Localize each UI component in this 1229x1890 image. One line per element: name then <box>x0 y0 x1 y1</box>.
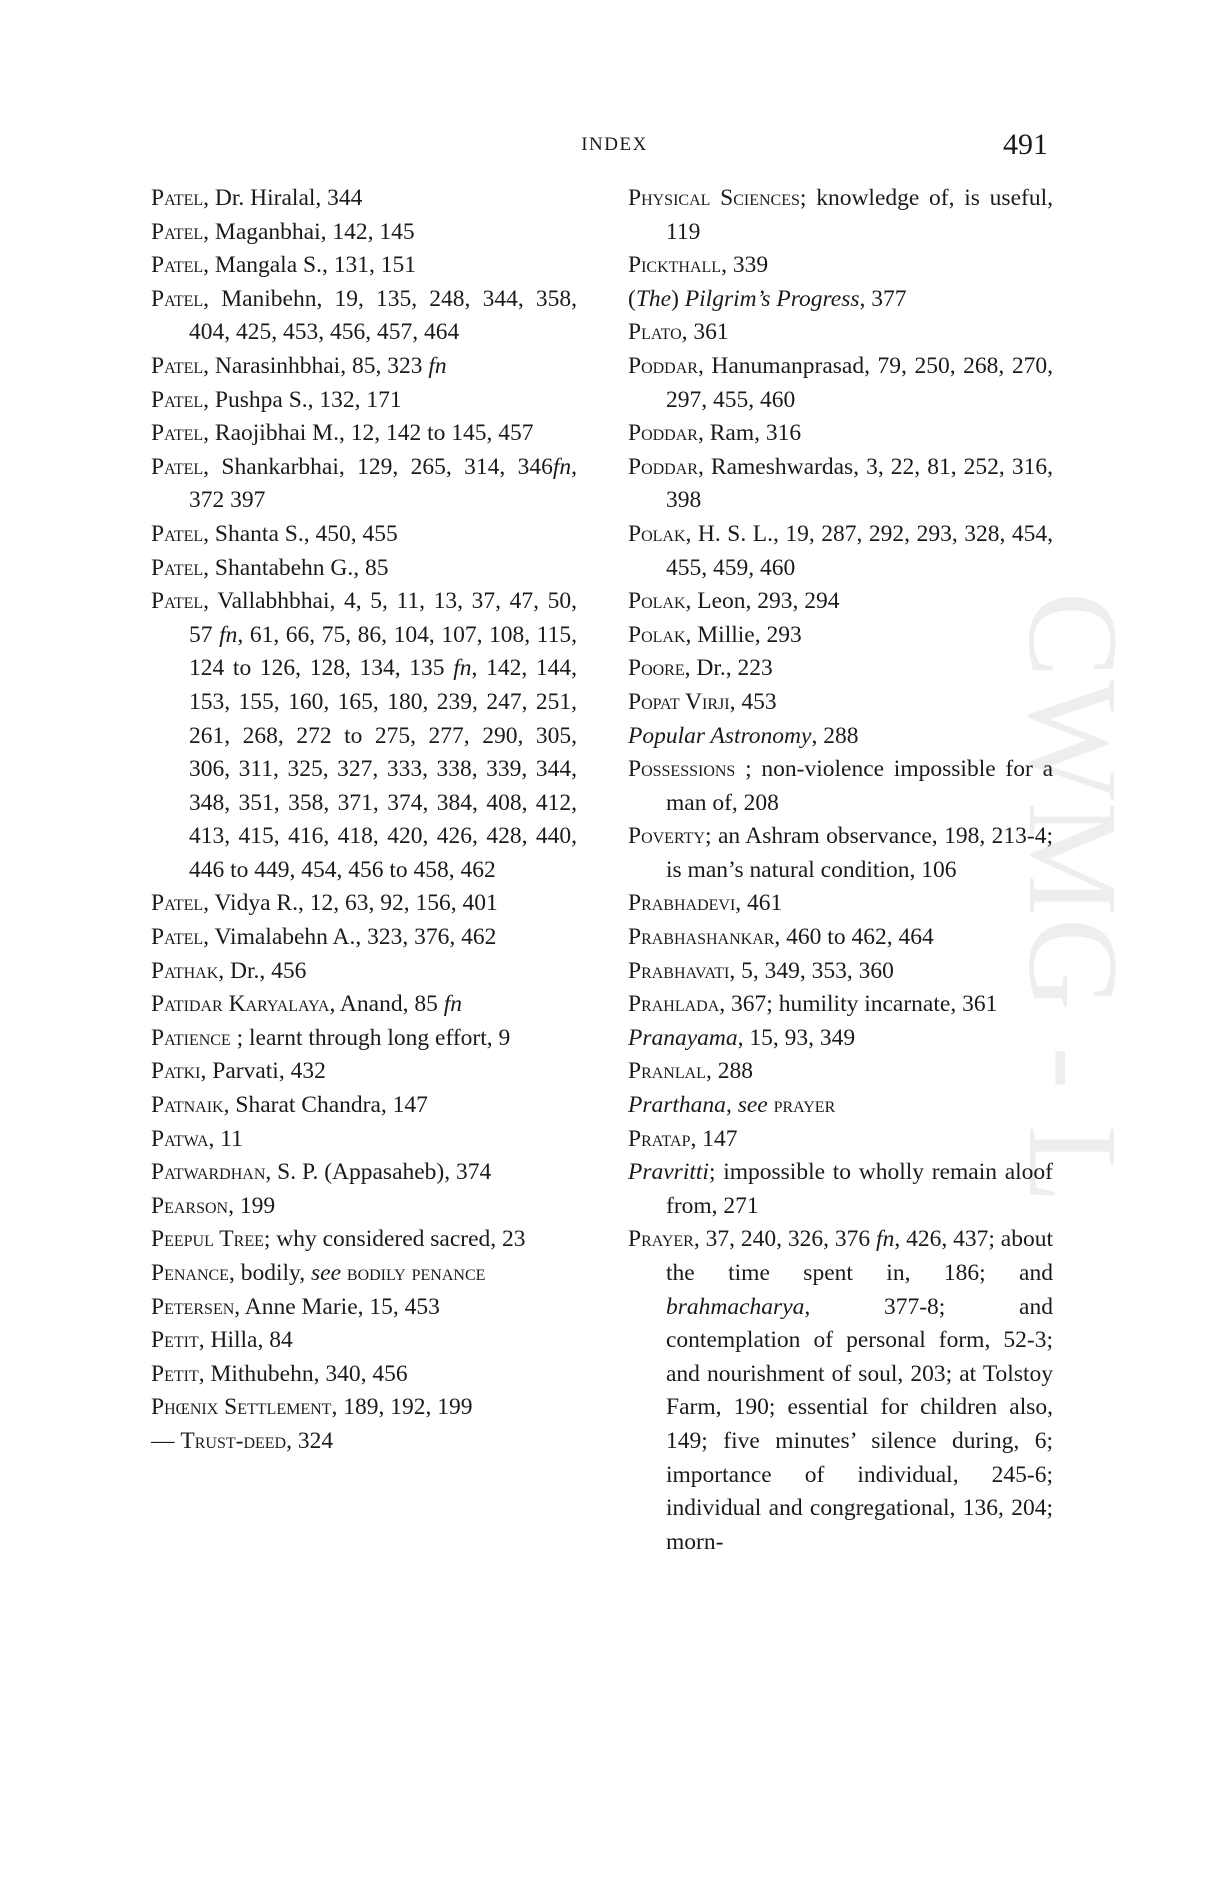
entry-heading: Polak <box>628 588 686 615</box>
entry-text: , 5, 349, 353, 360 <box>729 957 894 984</box>
entry-text: , 288 <box>811 722 859 749</box>
index-entry <box>628 619 1053 653</box>
entry-text: , 460 to 462, 464 <box>774 924 934 951</box>
entry-heading: Plato <box>628 319 682 346</box>
index-entry <box>151 384 577 418</box>
index-entry <box>628 1022 1053 1056</box>
entry-heading: Patel <box>151 420 204 447</box>
index-entry <box>151 955 577 989</box>
entry-heading: Patel <box>151 218 204 245</box>
index-entry <box>628 1089 1053 1123</box>
entry-heading: Patel <box>151 554 204 581</box>
entry-heading: Poddar <box>628 453 698 480</box>
index-entry <box>628 518 1053 585</box>
index-entry <box>151 182 577 216</box>
index-entry <box>151 1055 577 1089</box>
index-entry <box>151 350 577 384</box>
index-entry <box>628 451 1053 518</box>
index-entry <box>628 720 1053 754</box>
entry-text: , 61, 66, 75, 86, 104, 107, 108, 115, 124 to 126, 128, 134, 135 <box>189 621 577 682</box>
entry-heading: Poverty <box>628 823 705 850</box>
index-entry <box>628 350 1053 417</box>
entry-heading: Petersen <box>151 1293 235 1320</box>
entry-heading: Prabhadevi <box>628 890 736 917</box>
entry-heading: Trust-deed <box>180 1427 287 1454</box>
entry-text: , Sharat Chandra, 147 <box>223 1092 428 1119</box>
entry-heading: Prahlada <box>628 991 720 1018</box>
index-entry <box>628 686 1053 720</box>
index-entry <box>628 921 1053 955</box>
entry-text: , 377 <box>859 285 907 312</box>
entry-text: , Mangala S., 131, 151 <box>203 252 416 279</box>
entry-heading: Poddar <box>628 352 698 379</box>
index-entry <box>151 1022 577 1056</box>
entry-heading: Physical Sciences <box>628 185 800 211</box>
index-entry <box>151 283 577 350</box>
index-entry <box>151 887 577 921</box>
entry-text: , 461 <box>735 890 783 917</box>
entry-heading: Patel <box>151 520 204 547</box>
running-title: INDEX <box>581 134 648 155</box>
entry-heading: Possessions <box>628 756 736 783</box>
entry-text: , Anne Marie, 15, 453 <box>234 1293 440 1320</box>
italic-text: fn <box>552 453 572 480</box>
entry-text: , Anand, 85 <box>329 991 444 1018</box>
entry-heading: Patel <box>151 386 204 413</box>
index-entry <box>628 316 1053 350</box>
entry-heading: Patki <box>151 1058 201 1085</box>
entry-text: , Narasinhbhai, 85, 323 <box>203 352 429 379</box>
entry-text: , Shanta S., 450, 455 <box>203 520 398 547</box>
index-entry <box>628 887 1053 921</box>
index-entry <box>151 921 577 955</box>
entry-text: , Vidya R., 12, 63, 92, 156, 401 <box>203 890 498 917</box>
entry-text: , 189, 192, 199 <box>331 1394 473 1421</box>
italic-text: see <box>737 1092 768 1119</box>
entry-text: , 324 <box>286 1427 334 1454</box>
entry-heading: Polak <box>628 621 686 648</box>
entry-heading: Peepul Tree <box>151 1226 264 1253</box>
index-entry <box>628 283 1053 317</box>
index-entry <box>628 1223 1053 1559</box>
entry-heading: Patwardhan <box>151 1159 266 1186</box>
entry-heading: Patel <box>151 285 204 312</box>
italic-text: fn <box>453 655 472 682</box>
entry-text: , 199 <box>228 1192 276 1219</box>
entry-heading: Phœnix Settlement <box>151 1394 332 1421</box>
index-entry <box>151 1123 577 1157</box>
italic-text: fn <box>428 352 447 379</box>
entry-text: , 377-8; and contemplation of personal form, 52-3; and nourishment of soul, 203; at Tolstoy Farm, 190; essential for children also, 149; five minutes’ silence during, 6; importance of individual, 245-6; individual and congregational, 136, 204; morn- <box>666 1293 1053 1555</box>
entry-text: , Ram, 316 <box>697 420 802 447</box>
entry-heading: Pranlal <box>628 1058 706 1085</box>
italic-text: The <box>635 285 672 312</box>
entry-text: , 453 <box>729 688 777 715</box>
entry-heading: Patel <box>151 352 204 379</box>
entry-text: ; learnt through long effort, 9 <box>230 1024 511 1051</box>
entry-text: , Hanumanprasad, 79, 250, 268, 270, 297, 455, 460 <box>666 352 1053 413</box>
index-entry <box>151 451 577 518</box>
index-entry <box>628 652 1053 686</box>
italic-text: Pravritti <box>628 1159 709 1186</box>
entry-text: ; impossible to wholly remain aloof from, 271 <box>666 1159 1053 1219</box>
index-entry <box>628 955 1053 989</box>
italic-text: fn <box>219 621 238 648</box>
entry-text: , Dr., 223 <box>684 655 773 682</box>
entry-heading: Patnaik <box>151 1092 224 1119</box>
index-entry <box>151 1324 577 1358</box>
entry-text: , Millie, 293 <box>685 621 802 648</box>
entry-text: , Rameshwardas, 3, 22, 81, 252, 316, 398 <box>666 453 1053 514</box>
index-entry <box>628 753 1053 820</box>
index-entry <box>151 1156 577 1190</box>
entry-text: , Raojibhai M., 12, 142 to 145, 457 <box>203 420 534 447</box>
index-entry <box>151 552 577 586</box>
entry-heading: Penance <box>151 1260 229 1286</box>
index-entry <box>151 1257 577 1291</box>
page-number: 491 <box>1003 128 1048 161</box>
italic-text: Prarthana <box>628 1092 726 1119</box>
entry-text: , Parvati, 432 <box>200 1058 326 1085</box>
index-entry <box>151 417 577 451</box>
index-column-right <box>628 182 1053 1559</box>
entry-text: , Leon, 293, 294 <box>685 588 840 615</box>
entry-text: , 361 <box>681 319 729 346</box>
entry-text: , 372 397 <box>189 453 577 514</box>
entry-heading: Patel <box>151 588 204 615</box>
entry-text: , S. P. (Appasaheb), 374 <box>265 1159 492 1186</box>
entry-text: , <box>725 1092 738 1119</box>
entry-text: ( <box>628 285 636 312</box>
entry-text: , 339 <box>721 252 769 279</box>
entry-text: , H. S. L., 19, 287, 292, 293, 328, 454, 455, 459, 460 <box>666 520 1053 581</box>
index-entry <box>151 1291 577 1325</box>
entry-text: , 288 <box>705 1058 753 1085</box>
index-entry <box>151 518 577 552</box>
entry-text: , Manibehn, 19, 135, 248, 344, 358, 404, 425, 453, 456, 457, 464 <box>189 285 577 346</box>
entry-text: , Shantabehn G., 85 <box>203 554 389 581</box>
entry-heading: Polak <box>628 520 686 547</box>
entry-heading: Petit <box>151 1327 199 1354</box>
index-entry <box>151 988 577 1022</box>
entry-text: ; knowledge of, is useful, 119 <box>666 185 1053 245</box>
italic-text: Popular Astronomy <box>628 722 812 749</box>
entry-heading: Poddar <box>628 420 698 447</box>
entry-heading: Patel <box>151 252 204 279</box>
entry-text: , 11 <box>208 1125 243 1152</box>
entry-heading: Poore <box>628 655 685 682</box>
index-entry <box>151 1391 577 1425</box>
index-entry <box>628 988 1053 1022</box>
entry-text: — <box>151 1427 181 1454</box>
entry-heading: Patel <box>151 924 204 951</box>
entry-text: , Mithubehn, 340, 456 <box>198 1360 408 1387</box>
cross-reference: prayer <box>773 1092 836 1119</box>
entry-heading: Popat Virji <box>628 688 730 715</box>
italic-text: see <box>311 1260 342 1286</box>
page-header <box>0 128 1229 168</box>
index-entry <box>151 585 577 887</box>
entry-text: , 37, 240, 326, 376 <box>693 1226 877 1253</box>
entry-text: , bodily, <box>228 1260 311 1286</box>
index-entry <box>628 249 1053 283</box>
index-entry <box>628 1055 1053 1089</box>
entry-heading: Pearson <box>151 1192 229 1219</box>
entry-heading: Pratap <box>628 1125 691 1152</box>
entry-text: , Vimalabehn A., 323, 376, 462 <box>203 924 497 951</box>
entry-text: , Dr., 456 <box>218 957 307 984</box>
italic-text: fn <box>876 1226 895 1253</box>
entry-text: , Hilla, 84 <box>198 1327 293 1354</box>
index-entry <box>151 1089 577 1123</box>
entry-heading: Pickthall <box>628 252 722 279</box>
index-entry <box>151 1425 577 1459</box>
entry-text: , Maganbhai, 142, 145 <box>203 218 415 245</box>
cross-reference: bodily penance <box>346 1260 486 1286</box>
entry-text: , 142, 144, 153, 155, 160, 165, 180, 239, 247, 251, 261, 268, 272 to 275, 277, 290, 305, 306, 311, 325, 327, 333, 338, 339, 344, 348, 351, 358, 371, 374, 384, 408, 412, 413, 415, 416, 418, 420, 426, 428, 440, 446 to 449, 454, 456 to 458, 462 <box>189 655 577 883</box>
entry-text: , 367; humility incarnate, 361 <box>719 991 998 1018</box>
entry-heading: Pathak <box>151 957 219 984</box>
index-entry <box>628 585 1053 619</box>
entry-heading: Patel <box>151 453 204 480</box>
entry-text: , 426, 437; about the time spent in, 186; and <box>666 1226 1053 1286</box>
entry-text: , Shankarbhai, 129, 265, 314, 346 <box>203 453 553 480</box>
entry-heading: Prayer <box>628 1226 694 1253</box>
entry-text: ; an Ashram observance, 198, 213-4; is man’s natural condition, 106 <box>666 823 1053 883</box>
entry-text: , Dr. Hiralal, 344 <box>203 185 363 211</box>
watermark: CWMG - L <box>1002 592 1144 1206</box>
entry-text: , Pushpa S., 132, 171 <box>203 386 402 413</box>
entry-text: ; non-violence impossible for a man of, 208 <box>666 756 1053 816</box>
italic-text: Pilgrim’s Progress <box>684 285 860 312</box>
index-entry <box>628 182 1053 249</box>
italic-text: Pranayama <box>628 1024 738 1051</box>
index-entry <box>151 1358 577 1392</box>
index-entry <box>151 249 577 283</box>
entry-text: , Vallabhbhai, 4, 5, 11, 13, 37, 47, 50, 57 <box>189 588 577 648</box>
entry-heading: Patel <box>151 185 204 211</box>
entry-heading: Prabhavati <box>628 957 730 984</box>
index-entry <box>151 1190 577 1224</box>
entry-text: , 147 <box>690 1125 738 1152</box>
italic-text: fn <box>443 991 462 1018</box>
entry-heading: Patwa <box>151 1125 209 1152</box>
entry-heading: Patience <box>151 1024 231 1051</box>
index-entry <box>628 820 1053 887</box>
index-entry <box>628 417 1053 451</box>
index-entry <box>151 1223 577 1257</box>
entry-heading: Patidar Karyalaya <box>151 991 330 1018</box>
entry-text: ; why considered sacred, 23 <box>263 1226 526 1253</box>
italic-text: brahmacharya <box>666 1293 805 1320</box>
entry-text: , 15, 93, 349 <box>737 1024 856 1051</box>
entry-text: ) <box>671 285 685 312</box>
entry-heading: Petit <box>151 1360 199 1387</box>
index-entry <box>628 1156 1053 1223</box>
index-column-left <box>151 182 577 1459</box>
entry-heading: Patel <box>151 890 204 917</box>
index-entry <box>628 1123 1053 1157</box>
index-entry <box>151 216 577 250</box>
entry-heading: Prabhashankar <box>628 924 775 951</box>
